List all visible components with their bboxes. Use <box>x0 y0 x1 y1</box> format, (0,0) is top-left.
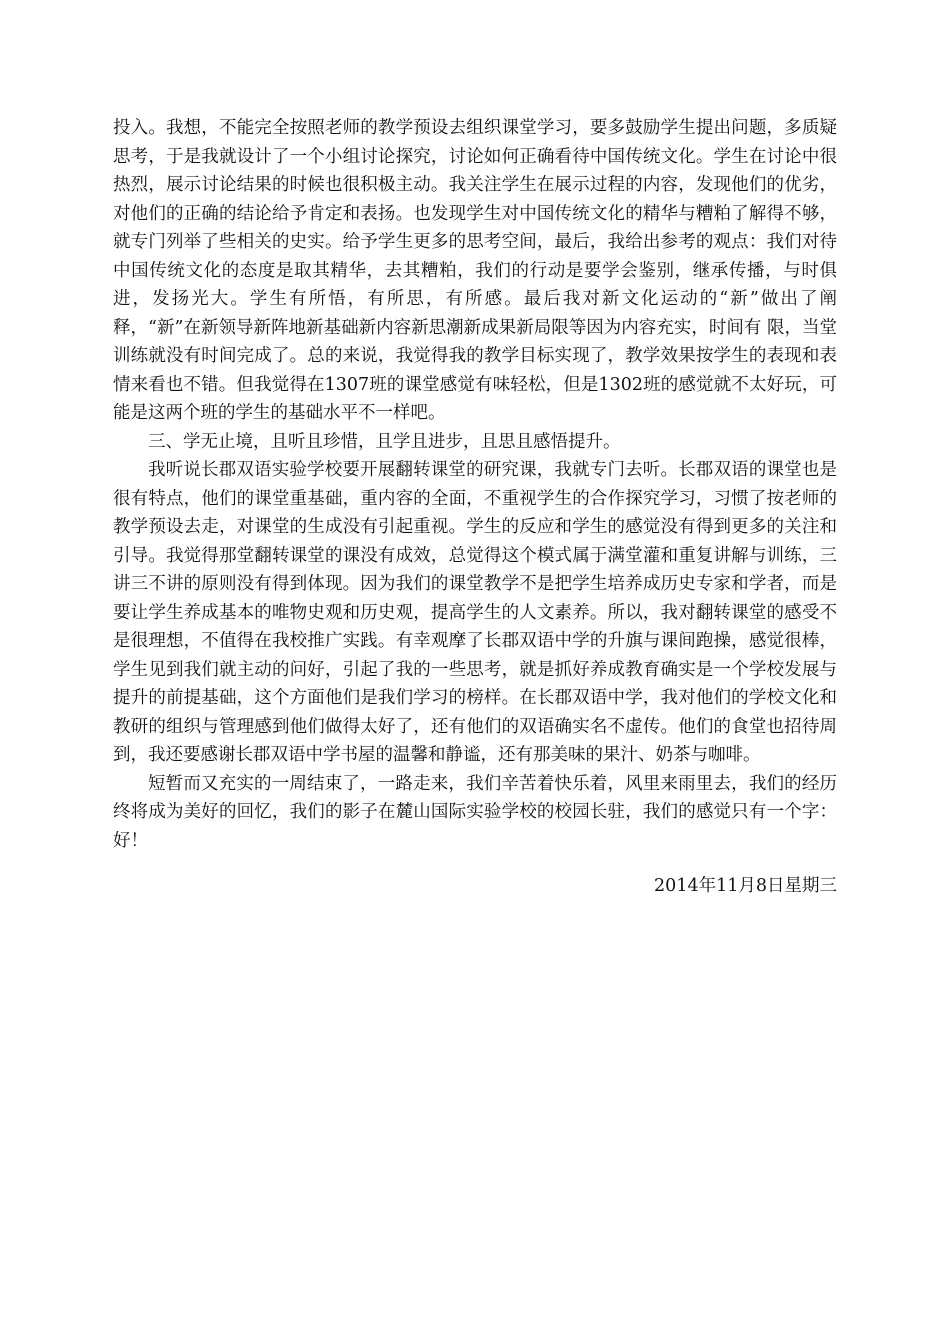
paragraph-1: 投入。我想，不能完全按照老师的教学预设去组织课堂学习，要多鼓励学生提出问题，多质疑思考，于是我就设计了一个小组讨论探究，讨论如何正确看待中国传统文化。学生在讨论中很热烈，展示讨论结果的时候也很积极主动。我关注学生在展示过程的内容，发现他们的优劣，对他们的正确的结论给予肯定和表扬。也发现学生对中国传统文化的精华与糟粕了解得不够，就专门列举了些相关的史实。给予学生更多的思考空间，最后，我给出参考的观点：我们对待中国传统文化的态度是取其精华，去其糟粕，我们的行动是要学会鉴别，继承传播，与时俱进，发扬光大。学生有所悟，有所思，有所感。最后我对新文化运动的“新”做出了阐释，“新”在新领导新阵地新基础新内容新思潮新成果新局限等因为内容充实，时间有 限，当堂训练就没有时间完成了。总的来说，我觉得我的教学目标实现了，教学效果按学生的表现和表情来看也不错。但我觉得在1307班的课堂感觉有味轻松，但是1302班的感觉就不太好玩，可能是这两个班的学生的基础水平不一样吧。 <box>113 118 837 423</box>
document-date: 2014年11月8日星期三 <box>654 876 837 896</box>
paragraph-4: 短暂而又充实的一周结束了，一路走来，我们辛苦着快乐着，风里来雨里去，我们的经历终将成为美好的回忆，我们的影子在麓山国际实验学校的校园长驻，我们的感觉只有一个字：好！ <box>113 773 837 851</box>
paragraph-3: 我听说长郡双语实验学校要开展翻转课堂的研究课，我就专门去听。长郡双语的课堂也是很有特点，他们的课堂重基础，重内容的全面，不重视学生的合作探究学习，习惯了按老师的教学预设去走，对课堂的生成没有引起重视。学生的反应和学生的感觉没有得到更多的关注和引导。我觉得那堂翻转课堂的课没有成效，总觉得这个模式属于满堂灌和重复讲解与训练，三讲三不讲的原则没有得到体现。因为我们的课堂教学不是把学生培养成历史专家和学者，而是要让学生养成基本的唯物史观和历史观，提高学生的人文素养。所以，我对翻转课堂的感受不是很理想，不值得在我校推广实践。有幸观摩了长郡双语中学的升旗与课间跑操，感觉很棒，学生见到我们就主动的问好，引起了我的一些思考，就是抓好养成教育确实是一个学校发展与提升的前提基础，这个方面他们是我们学习的榜样。在长郡双语中学，我对他们的学校文化和教研的组织与管理感到他们做得太好了，还有他们的双语确实名不虚传。他们的食堂也招待周到，我还要感谢长郡双语中学书屋的温馨和静谧，还有那美味的果汁、奶茶与咖啡。 <box>113 460 837 765</box>
paragraph-2-heading: 三、学无止境，且听且珍惜，且学且进步，且思且感悟提升。 <box>148 431 621 452</box>
document-body <box>113 114 837 855</box>
